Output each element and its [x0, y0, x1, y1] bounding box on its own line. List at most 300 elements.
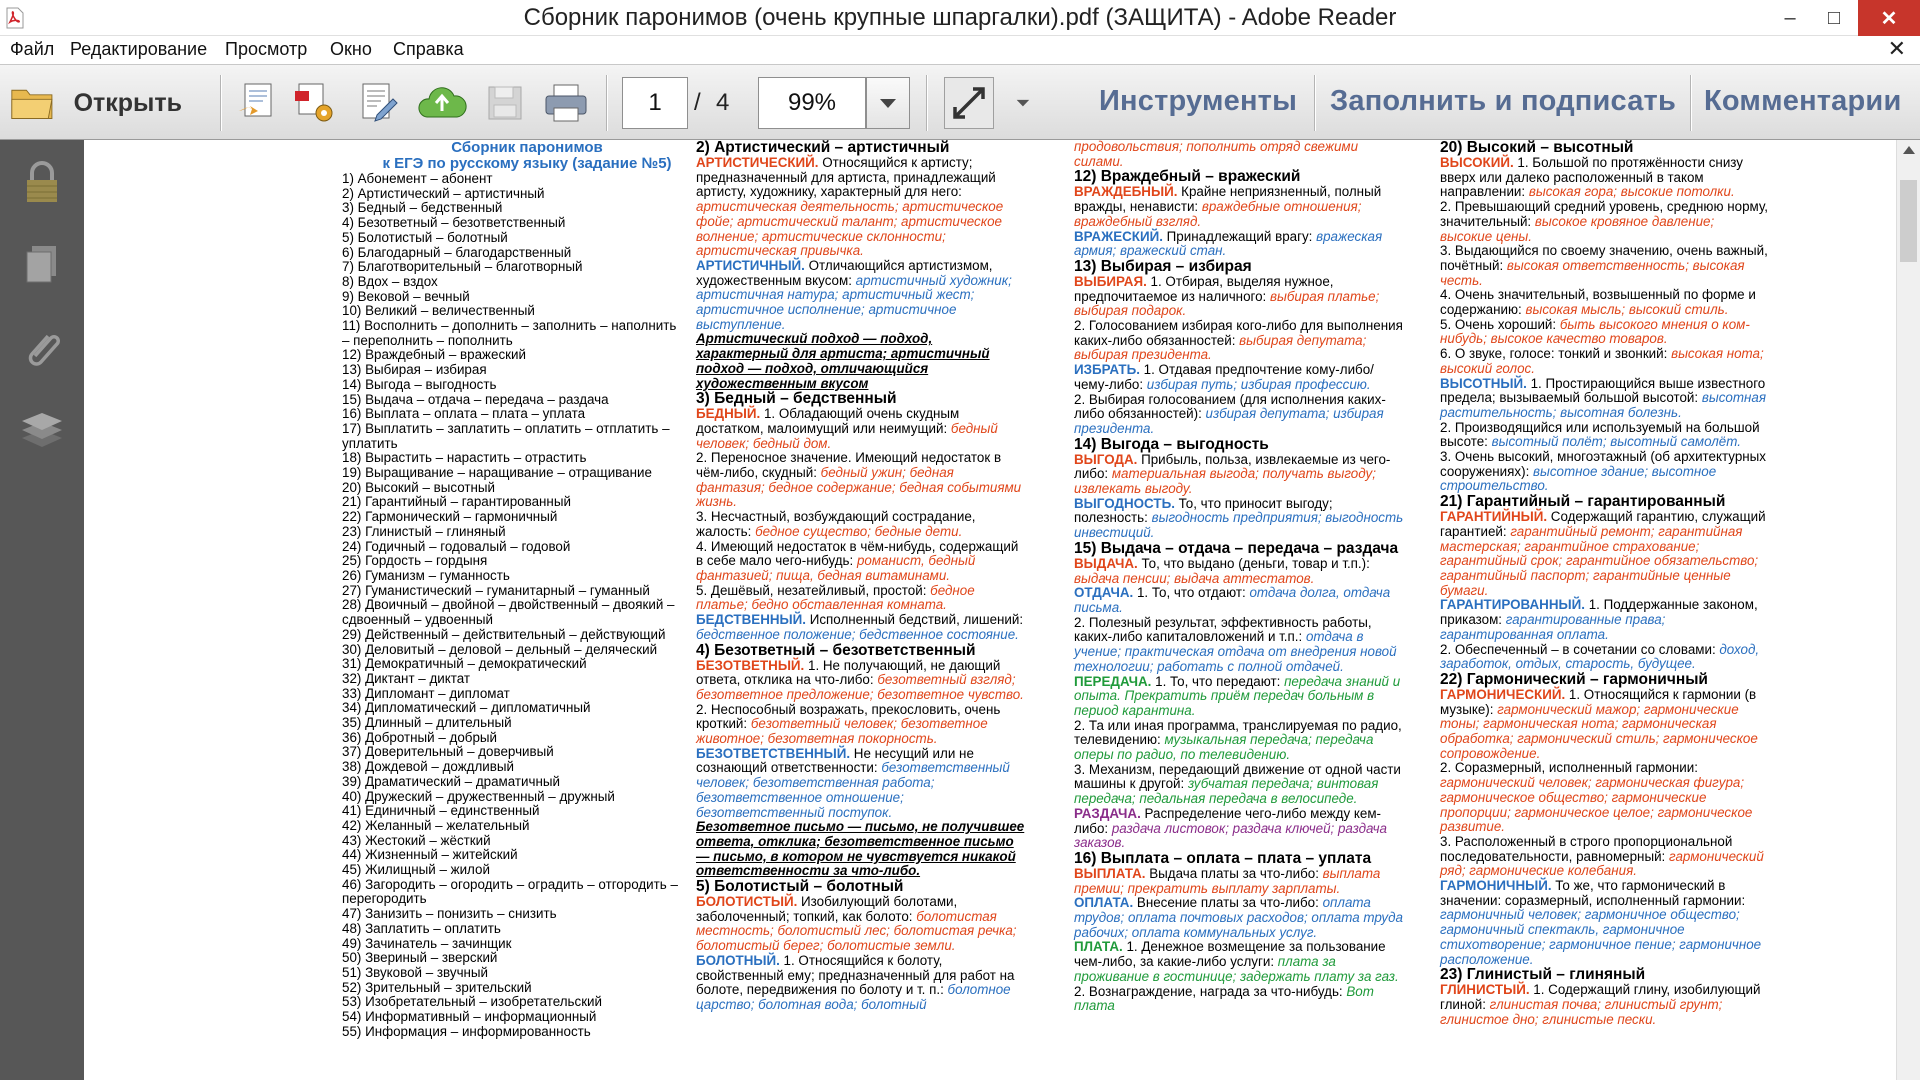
example-text: гармонический человек; гармоническая фигура; гармоническое общество; гармонические пропорции; гармоническое целое; гармоническое развитие. — [1440, 775, 1753, 835]
page-thumbnails-icon[interactable] — [18, 240, 66, 288]
list-item: 25) Гордость – гордыня — [342, 553, 488, 569]
entry-heading-20: 20) Высокий – высотный — [1440, 140, 1634, 156]
definition-text: Отличающийся артистизмом, художественным вкусом: — [696, 257, 993, 288]
headword: ВРАЖДЕБНЫЙ. — [1074, 184, 1178, 200]
scrollbar-thumb[interactable] — [1900, 180, 1917, 262]
layers-icon[interactable] — [18, 406, 66, 454]
list-item: 37) Доверительный – доверчивый — [342, 744, 554, 760]
definition-text: 1. Денежное возмещение за пользование чем-либо, за какие-либо услуги: — [1074, 939, 1386, 970]
definition-text: 3. Механизм, передающий движение от одной части машины к другой: — [1074, 761, 1401, 792]
example-text: высотное здание; высотное строительство. — [1440, 463, 1717, 494]
example-text: материальная выгода; получать выгоду; извлекать выгоду. — [1074, 466, 1376, 497]
definition-paragraph — [1074, 719, 1404, 763]
definition-paragraph — [1440, 318, 1770, 347]
toolbar — [0, 64, 1920, 140]
definition-paragraph — [696, 703, 1026, 747]
headword: БЕЗОТВЕТНЫЙ. — [696, 657, 805, 673]
definition-text: Изобилующий болотами, заболоченный; топкий, как болото: — [696, 894, 958, 924]
example-text: отдача в учение; практическая отдача от внедрения новой технологии; работать с полной отдачей. — [1074, 629, 1397, 674]
definition-paragraph — [1074, 675, 1404, 719]
example-text: выгодность предприятия; выгодность инвестиций. — [1074, 510, 1404, 541]
note-2: Артистический подход — подход, характерный для артиста; артистичный подход — подход, отличающийся художественным вкусом — [696, 331, 990, 391]
definition-paragraph — [1440, 377, 1770, 421]
example-text: передача знаний и опыта. Прекратить приём передач больным в период карантина. — [1074, 673, 1401, 718]
edit-document-icon — [357, 81, 401, 125]
example-text: выплата премии; прекратить выплату зарплаты. — [1074, 865, 1381, 896]
entry-heading-3: 3) Бедный – бедственный — [696, 390, 897, 408]
entry-heading-15: 15) Выдача – отдача – передача – раздача — [1074, 539, 1399, 557]
example-text: высотная растительность; высотная болезнь. — [1440, 390, 1766, 420]
list-item: 2) Артистический – артистичный — [342, 185, 545, 201]
headword: ОТДАЧА. — [1074, 585, 1134, 601]
list-item: 50) Звериный – зверский — [342, 950, 498, 966]
list-item: 6) Благодарный – благодарственный — [342, 244, 572, 260]
definition-text: 2. Соразмерный, исполненный гармонии: — [1440, 760, 1698, 776]
list-item: 26) Гуманизм – гуманность — [342, 567, 510, 583]
headword: ГАРАНТИРОВАННЫЙ. — [1440, 597, 1585, 613]
list-item: 35) Длинный – длительный — [342, 715, 512, 731]
definition-text: 4. Очень значительный, возвышенный по форме и содержанию: — [1440, 287, 1756, 318]
definition-paragraph — [1440, 879, 1770, 967]
close-button[interactable]: ✕ — [1858, 0, 1920, 36]
paronym-index-list — [342, 172, 682, 1039]
list-item: 33) Дипломант – дипломат — [342, 685, 510, 701]
definition-paragraph — [1074, 896, 1404, 940]
headword: РАЗДАЧА. — [1074, 805, 1141, 821]
definition-text: 1. Содержащий глину, изобилующий глиной: — [1440, 982, 1761, 1012]
list-item: 15) Выдача – отдача – передача – раздача — [342, 391, 609, 407]
print-button[interactable] — [538, 79, 594, 127]
list-item: 8) Вдох – вздох — [342, 273, 438, 289]
scroll-up-icon[interactable] — [1903, 146, 1915, 154]
list-item: 24) Годичный – годовалый – годовой — [342, 538, 571, 554]
definition-text: 1. Поддержанные законом, приказом: — [1440, 597, 1758, 628]
list-item: 44) Жизненный – житейский — [342, 847, 518, 863]
definition-paragraph — [1440, 761, 1770, 835]
definition-text: 2. Неспособный возражать, прекословить, очень кроткий: — [696, 701, 1001, 732]
example-text: избирая путь; избирая профессию. — [1146, 376, 1371, 392]
headword: БОЛОТНЫЙ. — [696, 952, 780, 968]
definition-paragraph — [1440, 244, 1770, 288]
example-text: быть высокого мнения о ком-нибудь; высокое качество товаров. — [1440, 316, 1750, 347]
headword: ГАРАНТИЙНЫЙ. — [1440, 509, 1548, 525]
list-item: 53) Изобретательный – изобретательский — [342, 994, 603, 1010]
example-text: Вот плата — [1074, 983, 1374, 1014]
definition-paragraph — [1074, 140, 1404, 169]
list-item: 43) Жестокий – жёсткий — [342, 832, 491, 848]
example-text: бедственное положение; бедственное состояние. — [696, 626, 1019, 642]
entry-heading-4: 4) Безответный – безответственный — [696, 641, 976, 659]
definition-text: 3. Очень высокий, многоэтажный (об архитектурных сооружениях): — [1440, 449, 1766, 479]
headword: ИЗБРАТЬ. — [1074, 362, 1140, 378]
edit-pdf-button[interactable] — [354, 79, 404, 127]
definition-text: 1. Относящийся к гармонии (в музыке): — [1440, 686, 1757, 717]
list-item: 46) Загородить – огородить – оградить – отгородить – перегородить — [342, 876, 678, 907]
chevron-down-icon — [880, 99, 896, 108]
headword: ВЫСОТНЫЙ. — [1440, 375, 1527, 391]
toolbar-options-button[interactable] — [1008, 91, 1038, 115]
list-item: 19) Выращивание – наращивание – отращивание — [342, 465, 652, 481]
list-item: 48) Заплатить – оплатить — [342, 920, 501, 936]
example-text: артистичный художник; артистичная натура; артистичный жест; артистичное исполнение; артистичное выступление. — [696, 272, 1012, 332]
definition-text: Принадлежащий врагу: — [1162, 228, 1317, 244]
document-title-line2: к ЕГЭ по русскому языку (задание №5) — [382, 155, 672, 172]
definition-text: 1. Не получающий, не дающий ответа, отклика на что-либо: — [696, 657, 1001, 688]
definition-text: То же, что гармонический в значении: соразмерный, исполненный гармонии: — [1440, 878, 1746, 908]
definition-text: 6. О звуке, голосе: тонкий и звонкий: — [1440, 346, 1672, 362]
definition-text: Исполненный бедствий, лишений: — [806, 612, 1024, 628]
toolbar-menu-icon: ⏷ — [1015, 92, 1031, 113]
menu-window[interactable]: Окно — [330, 39, 372, 59]
list-item: 7) Благотворительный – благотворный — [342, 259, 583, 275]
definition-paragraph — [696, 451, 1026, 510]
list-item: 12) Враждебный – вражеский — [342, 347, 526, 363]
definition-paragraph — [696, 895, 1026, 954]
example-text: гармоничный человек; гармоничное общество; гармоничный спектакль, гармоничное стихотворение; гармоничное пение; гармоничное расположение. — [1440, 907, 1762, 967]
fill-sign-link[interactable]: Заполнить и подписать — [1330, 85, 1676, 117]
definition-text: То, что выдано (деньги, товар и т.п.): — [1137, 555, 1370, 571]
zoom-dropdown-button[interactable] — [866, 77, 910, 129]
create-pdf-button[interactable] — [232, 79, 282, 127]
menu-help[interactable]: Справка — [393, 39, 464, 59]
example-text: зубчатая передача; винтовая передача; педальная передача в велосипеде. — [1074, 776, 1379, 807]
cloud-upload-icon — [417, 81, 467, 125]
list-item: 20) Высокий – высотный — [342, 479, 495, 495]
definition-paragraph — [1440, 643, 1770, 672]
example-text: высокая ответственность; высокая честь. — [1440, 257, 1745, 288]
definition-paragraph — [1440, 510, 1770, 598]
definition-paragraph — [1074, 616, 1404, 675]
example-text: бедное платье; бедно обставленная комната. — [696, 582, 975, 613]
example-text: высокая нота; высокий голос. — [1440, 346, 1764, 376]
open-button[interactable] — [10, 79, 182, 127]
list-item: 52) Зрительный – зрительский — [342, 979, 532, 995]
list-item: 4) Безответный – безответственный — [342, 215, 566, 231]
list-item: 22) Гармонический – гармоничный — [342, 509, 558, 525]
entry-heading-13: 13) Выбирая – избирая — [1074, 257, 1252, 275]
definition-text: 3. Несчастный, возбуждающий сострадание, жалость: — [696, 509, 976, 539]
definition-paragraph — [696, 407, 1026, 451]
definition-paragraph — [1440, 421, 1770, 450]
document-column-2 — [696, 140, 1026, 1013]
example-text: плата за проживание в гостинице; задержать плату за газ. — [1074, 954, 1399, 984]
definition-text: 2. Производящийся или используемый на большой высоте: — [1440, 419, 1760, 450]
example-text: вражеская армия; вражеский стан. — [1074, 228, 1383, 259]
maximize-button[interactable]: □ — [1827, 6, 1841, 29]
headword: ВЫСОКИЙ. — [1440, 155, 1514, 170]
entry-heading-21: 21) Гарантийный – гарантированный — [1440, 493, 1726, 511]
list-item: 9) Вековой – вечный — [342, 288, 470, 304]
headword: ВЫДАЧА. — [1074, 555, 1138, 571]
headword: ВЫГОДА. — [1074, 451, 1138, 467]
list-item: 41) Единичный – единственный — [342, 803, 540, 819]
list-item: 14) Выгода – выгодность — [342, 376, 497, 392]
list-item: 54) Информативный – информационный — [342, 1009, 597, 1025]
example-text: враждебные отношения; враждебный взгляд. — [1074, 199, 1362, 229]
list-item: 27) Гуманистический – гуманитарный – гуманный — [342, 582, 650, 598]
headword: БЕДНЫЙ. — [696, 406, 761, 422]
definition-text: 2. Выбирая голосованием (для исполнения каких-либо обязанностей): — [1074, 391, 1386, 422]
definition-text: 5. Очень хороший: — [1440, 316, 1560, 332]
example-text: раздача листовок; раздача ключей; раздача заказов. — [1074, 820, 1387, 851]
headword: ВЫПЛАТА. — [1074, 865, 1146, 881]
definition-paragraph — [1440, 288, 1770, 317]
headword: ГЛИНИСТЫЙ. — [1440, 982, 1530, 998]
list-item: 30) Деловитый – деловой – дельный – деляческий — [342, 641, 658, 657]
definition-text: 2. Вознаграждение, награда за что-нибудь: — [1074, 983, 1347, 999]
comments-link[interactable]: Комментарии — [1704, 85, 1902, 117]
example-text: выбирая депутата; выбирая президента. — [1074, 332, 1367, 363]
example-text: болотистая местность; болотистый лес; болотистая речка; болотистый берег; болотистые земли. — [696, 908, 1017, 954]
definition-paragraph — [696, 613, 1026, 642]
definition-text: То, что приносит выгоду; полезность: — [1074, 495, 1333, 526]
example-text: бедный ужин; бедная фантазия; бедное содержание; бедная событиями жизнь. — [696, 465, 1022, 510]
definition-paragraph — [1074, 275, 1404, 319]
headword: ОПЛАТА. — [1074, 895, 1134, 911]
headword: ПЛАТА. — [1074, 939, 1123, 955]
entry-heading-22: 22) Гармонический – гармоничный — [1440, 670, 1708, 688]
definition-paragraph — [696, 659, 1026, 703]
save-button[interactable] — [480, 79, 530, 127]
entry-heading-2: 2) Артистический – артистичный — [696, 140, 950, 156]
definition-paragraph — [1074, 230, 1404, 259]
definition-text: 3. Выдающийся по своему значению, очень важный, почётный: — [1440, 243, 1768, 273]
security-lock-icon[interactable] — [18, 158, 66, 206]
pdf-settings-icon — [293, 81, 337, 125]
list-item: 3) Бедный – бедственный — [342, 200, 503, 216]
definition-text: 1. Простирающийся выше известного предела; вызываемый большой высотой: — [1440, 375, 1766, 406]
example-text: безответственный человек; безответственная работа; безответственное отношение; безответственный поступок. — [696, 760, 1010, 820]
save-disk-icon — [485, 83, 525, 123]
list-item: 51) Звуковой – звучный — [342, 964, 489, 980]
headword: АРТИСТИЧЕСКИЙ. — [696, 155, 819, 170]
example-text: бедный человек; бедный дом. — [696, 420, 998, 451]
definition-paragraph — [1440, 347, 1770, 376]
list-item: 31) Демократичный – демократический — [342, 656, 587, 672]
definition-paragraph — [1074, 940, 1404, 984]
list-item: 18) Вырастить – нарастить – отрастить — [342, 450, 587, 466]
window-title: Сборник паронимов (очень крупные шпаргалки).pdf (ЗАЩИТА) - Adobe Reader — [523, 4, 1397, 31]
definition-text: 2. Та или иная программа, транслируемая по радио, телевидению: — [1074, 717, 1402, 748]
definition-text: 1. Отбирая, выделяя нужное, предпочитаемое из наличного: — [1074, 273, 1334, 304]
example-text: доход, заработок, отдых, старость, будущее. — [1440, 641, 1760, 672]
definition-text: Выдача платы за что-либо: — [1145, 865, 1323, 881]
definition-paragraph — [696, 156, 1026, 259]
entry-heading-14: 14) Выгода – выгодность — [1074, 435, 1269, 453]
document-column-4 — [1440, 140, 1770, 1027]
list-item: 45) Жилищный – жилой — [342, 862, 490, 878]
definition-paragraph — [1074, 497, 1404, 541]
upload-button[interactable] — [414, 79, 470, 127]
title-bar — [0, 0, 1920, 36]
entry-heading-23: 23) Глинистый – глиняный — [1440, 966, 1646, 984]
definition-paragraph — [1440, 450, 1770, 494]
list-item: 11) Восполнить – дополнить – заполнить – наполнить – переполнить – пополнить — [342, 318, 677, 348]
headword: ВЫБИРАЯ. — [1074, 273, 1147, 289]
document-title-line1: Сборник паронимов — [451, 140, 603, 156]
entry-heading-12: 12) Враждебный – вражеский — [1074, 168, 1301, 186]
list-item: 29) Действенный – действительный – действующий — [342, 626, 666, 642]
definition-paragraph — [1074, 557, 1404, 586]
definition-paragraph — [1074, 453, 1404, 497]
note-4: Безответное письмо — письмо, не получившее ответа, отклика; безответственное письмо — письмо, в котором не чувствуется никакой ответственности за что-либо. — [696, 819, 1025, 879]
menu-view[interactable]: Просмотр — [225, 39, 308, 59]
definition-paragraph — [1440, 598, 1770, 642]
list-item: 34) Дипломатический – дипломатичный — [342, 700, 591, 716]
document-column-1 — [342, 140, 682, 1039]
definition-text: 3. Расположенный в строго пропорциональной последовательности, равномерный: — [1440, 833, 1733, 864]
headword: БЕДСТВЕННЫЙ. — [696, 612, 807, 628]
example-text: безответный человек; безответное животное; безответная покорность. — [696, 716, 988, 747]
export-pdf-button[interactable] — [290, 79, 340, 127]
example-text: гармонический ряд; гармонические колебания. — [1440, 848, 1764, 879]
definition-paragraph — [1440, 200, 1770, 244]
definition-paragraph — [1074, 185, 1404, 229]
definition-paragraph — [1074, 985, 1404, 1014]
definition-paragraph — [1440, 835, 1770, 879]
list-item: 28) Двоичный – двойной – двойственный – двоякий – сдвоенный – удвоенный — [342, 597, 675, 628]
headword: ПЕРЕДАЧА. — [1074, 673, 1152, 689]
definition-text: 1. Относящийся к болоту, свойственный ему; предназначенный для работ на болоте, передвижения по болоту и т. п.: — [696, 952, 1015, 998]
minimize-button[interactable]: – — [1784, 6, 1796, 29]
definition-text: Внесение платы за что-либо: — [1133, 895, 1323, 911]
folder-icon — [10, 83, 56, 123]
definition-paragraph — [1440, 688, 1770, 762]
example-text: высокое кровяное давление; высокие цены. — [1440, 213, 1715, 244]
navigation-pane — [0, 140, 84, 1080]
list-item: 10) Великий – величественный — [342, 303, 535, 319]
document-column-3 — [1074, 140, 1404, 1014]
definition-text: 2. Переносное значение. Имеющий недостаток в чём-либо, скудный: — [696, 450, 1002, 481]
headword: БЕЗОТВЕТСТВЕННЫЙ. — [696, 745, 851, 761]
page-total: 4 — [716, 89, 730, 116]
tools-link[interactable]: Инструменты — [1099, 85, 1298, 117]
menu-edit[interactable]: Редактирование — [70, 39, 208, 59]
headword: ВЫГОДНОСТЬ. — [1074, 495, 1175, 511]
fullscreen-button[interactable] — [944, 77, 994, 129]
definition-text: 5. Дешёвый, незатейливый, простой: — [696, 582, 931, 598]
example-text: романист, бедный фантазией; пища, бедная витаминами. — [696, 553, 976, 583]
headword: ВРАЖЕСКИЙ. — [1074, 228, 1163, 244]
definition-text: 2. Голосованием избирая кого-либо для выполнения каких-либо обязанностей: — [1074, 318, 1403, 348]
example-text: глинистая почва; глинистый грунт; глинистое дно; глинистые пески. — [1440, 996, 1723, 1027]
definition-paragraph — [696, 540, 1026, 584]
definition-text: 1. То, что передают: — [1151, 673, 1285, 689]
list-item: 42) Желанный – желательный — [342, 817, 530, 833]
vertical-scrollbar[interactable] — [1896, 140, 1920, 1080]
definition-paragraph — [1440, 156, 1770, 200]
example-text: гармонический мажор; гармонические тоны; гармоническая нота; гармоническая обработка; гармонический стиль; гармоническое сопровождение. — [1440, 701, 1758, 761]
menu-bar — [0, 36, 1920, 64]
entry-heading-5: 5) Болотистый – болотный — [696, 878, 904, 896]
example-text: избирая депутата; избирая президента. — [1074, 406, 1384, 436]
definition-paragraph — [1074, 363, 1404, 392]
list-item: 47) Занизить – понизить – снизить — [342, 906, 557, 922]
example-text: продовольствия; пополнить отряд свежими силами. — [1074, 140, 1359, 169]
list-item: 5) Болотистый – болотный — [342, 229, 508, 245]
definition-text: Распределение чего-либо между кем-либо: — [1074, 805, 1381, 836]
definition-text: Содержащий гарантию, служащий гарантией: — [1440, 509, 1766, 539]
example-text: гарантийный ремонт; гарантийная мастерская; гарантийное страхование; гарантийный срок; гарантийное обязательство; гарантийный паспорт; гарантийные ценные бумаги. — [1440, 523, 1759, 598]
list-item: 40) Дружеский – дружественный – дружный — [342, 788, 615, 804]
example-text: музыкальная передача; передача оперы по радио, по телевидению. — [1074, 732, 1374, 763]
definition-text: 1. Обладающий очень скудным достатком, малоимущий или неимущий: — [696, 406, 960, 436]
headword: БОЛОТИСТЫЙ. — [696, 894, 798, 910]
entry-heading-16: 16) Выплата – оплата – плата – уплата — [1074, 849, 1372, 867]
menu-file[interactable]: Файл — [10, 39, 55, 59]
definition-paragraph — [1074, 319, 1404, 363]
definition-text: Крайне неприязненный, полный вражды, ненависти: — [1074, 184, 1382, 215]
definition-paragraph — [1074, 393, 1404, 437]
example-text: выбирая платье; выбирая подарок. — [1074, 288, 1380, 319]
example-text: гарантированные права; гарантированная оплата. — [1440, 612, 1666, 642]
document-view[interactable] — [84, 140, 1896, 1080]
example-text: безответный взгляд; безответное предложение; безответное чувство. — [696, 672, 1024, 702]
list-item: 16) Выплата – оплата – плата – уплата — [342, 406, 586, 422]
list-item: 21) Гарантийный – гарантированный — [342, 494, 571, 510]
definition-paragraph — [696, 584, 1026, 613]
list-item: 38) Дождевой – дождливый — [342, 759, 514, 775]
definition-paragraph — [1074, 807, 1404, 851]
definition-text: 2. Превышающий средний уровень, среднюю норму, значительный: — [1440, 199, 1768, 229]
definition-text: Относящийся к артисту; предназначенный для артиста, принадлежащий артисту, художнику, характерный для него: — [696, 155, 996, 200]
example-text: бедное существо; бедные дети. — [755, 523, 963, 539]
list-item: 55) Информация – информированность — [342, 1023, 591, 1039]
headword: ГАРМОНИЧНЫЙ. — [1440, 878, 1552, 894]
list-item: 49) Зачинатель – зачинщик — [342, 935, 512, 951]
definition-text: 4. Имеющий недостаток в чём-нибудь, содержащий в себе мало чего-нибудь: — [696, 538, 1019, 569]
definition-text: Прибыль, польза, извлекаемые из чего-либо: — [1074, 451, 1391, 482]
list-item: 32) Диктант – диктат — [342, 670, 471, 686]
definition-paragraph — [696, 747, 1026, 821]
printer-icon — [543, 82, 589, 124]
example-text: оплата трудов; оплата почтовых расходов; оплата труда рабочих; оплата коммунальных услуг. — [1074, 895, 1403, 940]
headword: ГАРМОНИЧЕСКИЙ. — [1440, 686, 1566, 702]
definition-paragraph — [1074, 586, 1404, 615]
zoom-input[interactable]: 99% — [758, 77, 866, 129]
create-pdf-icon — [235, 81, 279, 125]
example-text: выдача пенсии; выдача аттестатов. — [1074, 570, 1315, 586]
example-text: отдача долга, отдача письма. — [1074, 585, 1391, 615]
document-close-icon[interactable]: ✕ — [1887, 36, 1906, 61]
expand-arrows-icon — [949, 83, 989, 123]
definition-paragraph — [696, 259, 1026, 333]
definition-text: 1. То, что отдают: — [1133, 585, 1250, 601]
page-number-input[interactable]: 1 — [622, 77, 688, 129]
list-item: 13) Выбирая – избирая — [342, 362, 487, 378]
definition-paragraph — [696, 954, 1026, 1013]
list-item: 1) Абонемент – абонент — [342, 171, 493, 186]
headword: АРТИСТИЧНЫЙ. — [696, 257, 805, 273]
definition-paragraph — [1074, 763, 1404, 807]
list-item: 36) Добротный – добрый — [342, 729, 498, 745]
list-item: 17) Выплатить – заплатить – оплатить – отплатить – уплатить — [342, 420, 670, 451]
definition-text: 1. Большой по протяжённости снизу вверх или далеко расположенный в таком направлении: — [1440, 155, 1743, 200]
list-item: 39) Драматический – драматичный — [342, 773, 560, 789]
list-item: 23) Глинистый – глиняный — [342, 523, 506, 539]
definition-paragraph — [696, 510, 1026, 539]
definition-text: 1. Отдавая предпочтение кому-либо/чему-либо: — [1074, 362, 1374, 392]
attachments-icon[interactable] — [18, 324, 66, 372]
example-text: болотное царство; болотная вода; болотный — [696, 982, 1011, 1012]
example-text: высокая мысль; высокий стиль. — [1525, 302, 1729, 318]
definition-paragraph — [1440, 983, 1770, 1027]
open-label: Открыть — [73, 88, 182, 117]
example-text: артистическая деятельность; артистическое фойе; артистический талант; артистическое волнение; артистические склонности; артистическая привычка. — [696, 199, 1004, 259]
page-separator: / — [694, 89, 701, 116]
definition-text: 2. Полезный результат, эффективность работы, каких-либо капиталовложений и т.п.: — [1074, 614, 1372, 645]
definition-text: Не несущий или не сознающий ответственности: — [696, 745, 974, 776]
